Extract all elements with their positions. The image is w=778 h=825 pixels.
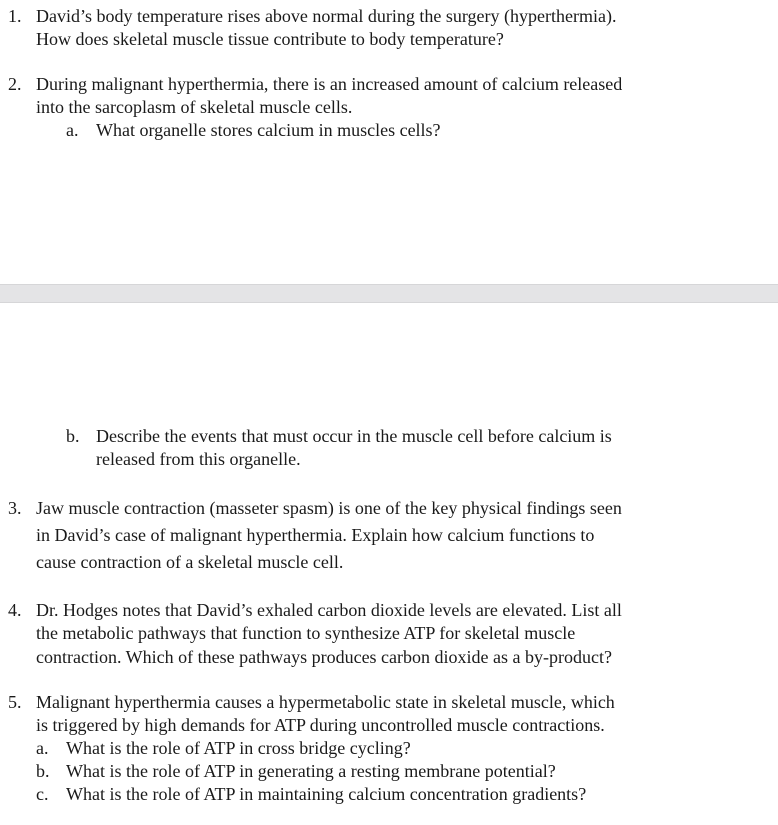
- subitem-text-line: released from this organelle.: [96, 449, 301, 469]
- question-text-line: is triggered by high demands for ATP during uncontrolled muscle contractions.: [36, 715, 605, 735]
- question-text-line: Dr. Hodges notes that David’s exhaled carbon dioxide levels are elevated. List all: [36, 600, 622, 620]
- question-text-line: Malignant hyperthermia causes a hypermetabolic state in skeletal muscle, which: [36, 692, 615, 712]
- subitem-text-line: What is the role of ATP in cross bridge cycling?: [66, 738, 411, 758]
- question-text-line: contraction. Which of these pathways produces carbon dioxide as a by-product?: [36, 647, 612, 667]
- subitem-letter: a.: [66, 120, 79, 140]
- subitem-letter: c.: [36, 784, 49, 804]
- question-text-line: How does skeletal muscle tissue contribute to body temperature?: [36, 29, 504, 49]
- question-text-line: cause contraction of a skeletal muscle cell.: [36, 552, 344, 572]
- question-text-line: During malignant hyperthermia, there is an increased amount of calcium released: [36, 74, 623, 94]
- subitem-text-line: Describe the events that must occur in the muscle cell before calcium is: [96, 426, 612, 446]
- question-text-line: in David’s case of malignant hyperthermia. Explain how calcium functions to: [36, 525, 595, 545]
- question-text-line: into the sarcoplasm of skeletal muscle cells.: [36, 97, 353, 117]
- question-text-line: Jaw muscle contraction (masseter spasm) is one of the key physical findings seen: [36, 498, 622, 518]
- page-break-divider: [0, 284, 778, 303]
- question-number: 5.: [8, 692, 22, 712]
- question-text-line: the metabolic pathways that function to synthesize ATP for skeletal muscle: [36, 623, 576, 643]
- question-text-line: David’s body temperature rises above normal during the surgery (hyperthermia).: [36, 6, 617, 26]
- subitem-letter: a.: [36, 738, 49, 758]
- question-number: 3.: [8, 498, 22, 518]
- question-number: 1.: [8, 6, 22, 26]
- subitem-letter: b.: [36, 761, 50, 781]
- subitem-letter: b.: [66, 426, 80, 446]
- question-number: 2.: [8, 74, 22, 94]
- question-number: 4.: [8, 600, 22, 620]
- subitem-text-line: What is the role of ATP in maintaining calcium concentration gradients?: [66, 784, 587, 804]
- subitem-text-line: What is the role of ATP in generating a resting membrane potential?: [66, 761, 556, 781]
- subitem-text-line: What organelle stores calcium in muscles cells?: [96, 120, 441, 140]
